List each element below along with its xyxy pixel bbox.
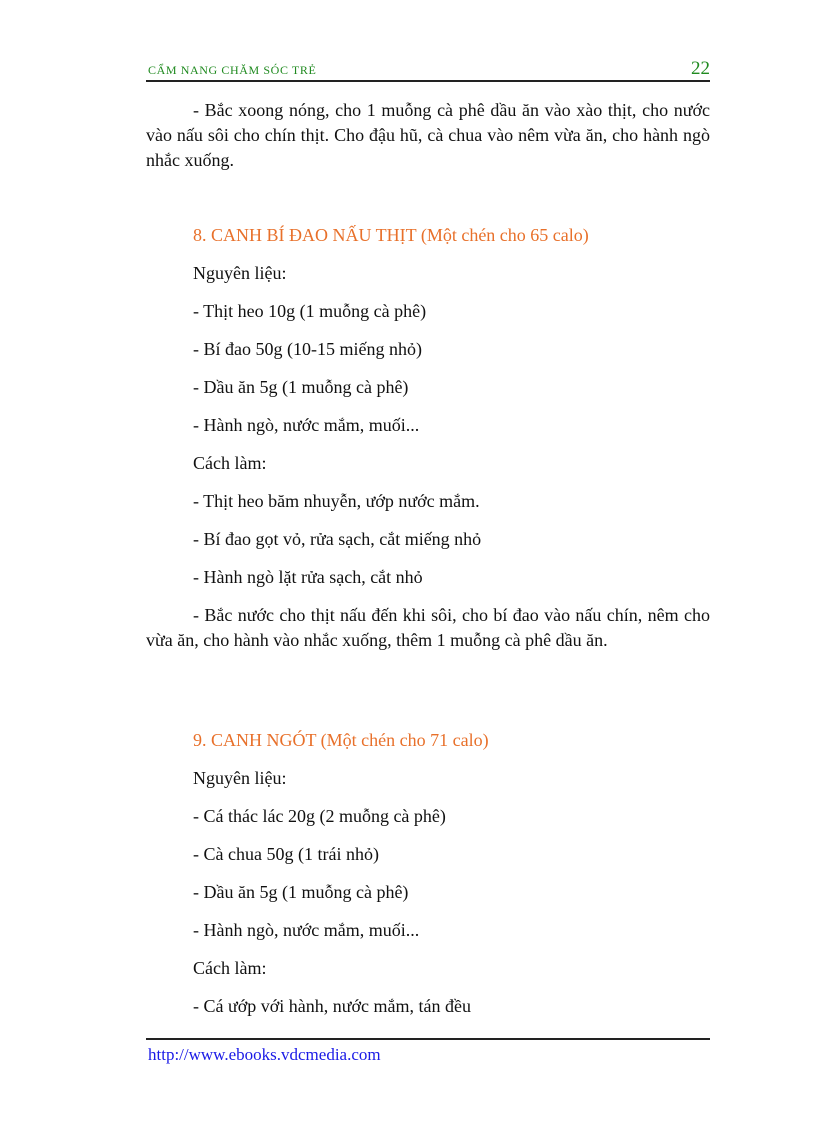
footer-url-link[interactable]: http://www.ebooks.vdcmedia.com bbox=[148, 1045, 381, 1064]
method-step: - Bí đao gọt vỏ, rửa sạch, cắt miếng nhỏ bbox=[193, 529, 482, 549]
recipe-9-ingredients-label: Nguyên liệu: bbox=[193, 768, 287, 788]
book-title: CẨM NANG CHĂM SÓC TRẺ bbox=[148, 63, 317, 77]
recipe-9-method-label: Cách làm: bbox=[193, 958, 267, 978]
ingredient-item: - Cà chua 50g (1 trái nhỏ) bbox=[193, 844, 379, 864]
header-divider bbox=[146, 80, 710, 82]
method-step: - Hành ngò lặt rửa sạch, cắt nhỏ bbox=[193, 567, 423, 587]
method-step: - Cá ướp với hành, nước mắm, tán đều bbox=[193, 996, 472, 1016]
ingredient-item: - Dầu ăn 5g (1 muỗng cà phê) bbox=[193, 377, 409, 397]
footer-divider bbox=[146, 1038, 710, 1040]
recipe-8-method-label: Cách làm: bbox=[193, 453, 267, 473]
page-number: 22 bbox=[691, 58, 710, 79]
recipe-8-final-step: - Bắc nước cho thịt nấu đến khi sôi, cho bí đao vào nấu chín, nêm cho vừa ăn, cho hành vào nhắc xuống, thêm 1 muỗng cà phê dầu ăn. bbox=[146, 605, 710, 650]
recipe-9-heading: 9. CANH NGÓT (Một chén cho 71 calo) bbox=[193, 730, 489, 750]
ingredient-item: - Thịt heo 10g (1 muỗng cà phê) bbox=[193, 301, 427, 321]
ingredient-item: - Cá thác lác 20g (2 muỗng cà phê) bbox=[193, 806, 446, 826]
intro-paragraph: - Bắc xoong nóng, cho 1 muỗng cà phê dầu ăn vào xào thịt, cho nước vào nấu sôi cho chín thịt. Cho đậu hũ, cà chua vào nêm vừa ăn, cho hành ngò nhắc xuống. bbox=[146, 100, 710, 170]
method-step: - Thịt heo băm nhuyễn, ướp nước mắm. bbox=[193, 491, 480, 511]
ingredient-item: - Hành ngò, nước mắm, muối... bbox=[193, 415, 420, 435]
recipe-8-ingredients-label: Nguyên liệu: bbox=[193, 263, 287, 283]
recipe-8-heading: 8. CANH BÍ ĐAO NẤU THỊT (Một chén cho 65 calo) bbox=[193, 225, 589, 245]
ingredient-item: - Bí đao 50g (10-15 miếng nhỏ) bbox=[193, 339, 422, 359]
ingredient-item: - Hành ngò, nước mắm, muối... bbox=[193, 920, 420, 940]
ingredient-item: - Dầu ăn 5g (1 muỗng cà phê) bbox=[193, 882, 409, 902]
